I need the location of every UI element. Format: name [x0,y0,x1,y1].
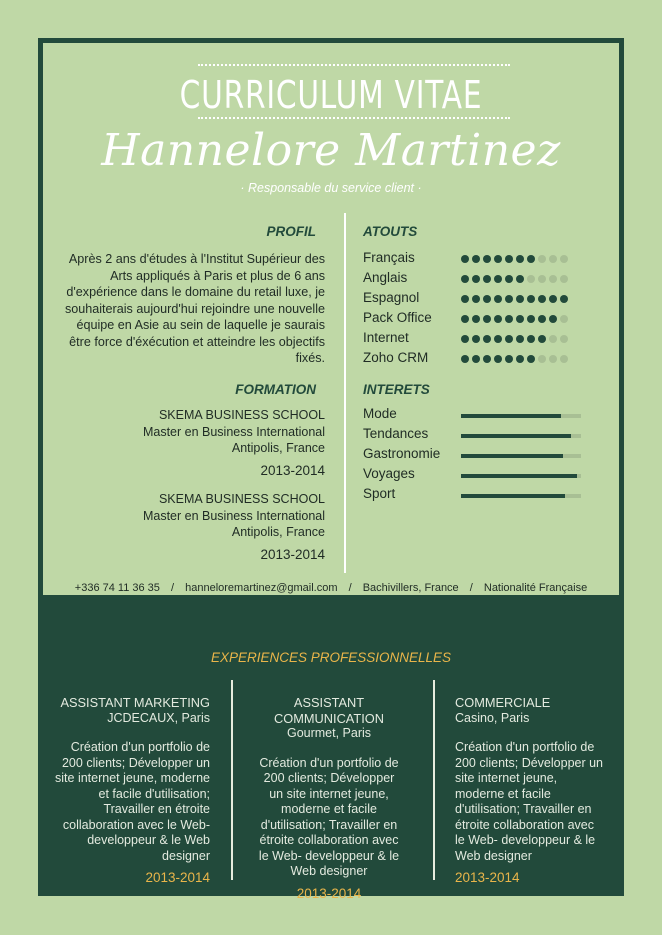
skill-label: Internet [363,330,409,345]
interest-row [363,424,583,444]
interest-row [363,464,583,484]
rating-dot-filled [461,255,469,263]
rating-dot-filled [527,255,535,263]
rating-dot-filled [516,355,524,363]
rating-dot-filled [483,295,491,303]
school-place: Antipolis, France [231,525,325,539]
profil-text: Après 2 ans d'études à l'Institut Supérieur des Arts appliqués à Paris et plus de 6 ans d'expérience dans le domaine du retail luxe, je souhaiterais aujourd'hui rejoindre une nouvelle équipe en Asie au sein de laquelle je saurais être force d'éxécution et atteindre les objectifs fixés. [64,252,325,365]
rating-dot-filled [483,315,491,323]
email: hanneloremartinez@gmail.com [185,582,338,594]
skill-rating [461,295,571,303]
experience-entry [455,695,605,886]
skill-rating [461,335,571,343]
experiences-heading: EXPERIENCES PROFESSIONNELLES [210,650,452,665]
rating-dot-filled [494,355,502,363]
rating-dot-filled [483,335,491,343]
rating-dot-empty [549,355,557,363]
rating-dot-empty [549,255,557,263]
person-name: Hannelore Martinez [101,125,561,176]
company: Casino, Paris [455,710,530,725]
rating-dot-empty [549,275,557,283]
job-description: Création d'un portfolio de 200 clients; Développer un site internet jeune, moderne et facile d'utilisation; Travailler en étroite collaboration avec le Web- developpeur & le Web designer [258,755,400,878]
rating-dot-filled [483,275,491,283]
rating-dot-filled [527,315,535,323]
rating-dot-filled [472,315,480,323]
rating-dot-filled [527,295,535,303]
interest-row [363,444,583,464]
interest-bar [461,494,581,498]
experience-entry [256,695,402,901]
nationality: Nationalité Française [483,582,588,594]
separator: / [348,582,352,594]
rating-dot-empty [538,275,546,283]
rating-dot-filled [505,335,513,343]
rating-dot-filled [494,255,502,263]
interest-bar-fill [461,454,563,458]
skill-rating [461,275,571,283]
rating-dot-filled [505,275,513,283]
skill-rating [461,255,571,263]
skill-row [363,288,583,308]
skill-rating [461,355,571,363]
rating-dot-empty [538,255,546,263]
job-years: 2013-2014 [455,870,520,885]
interest-bar [461,434,581,438]
rating-dot-filled [516,295,524,303]
rating-dot-filled [494,295,502,303]
rating-dot-filled [483,255,491,263]
skill-row [363,248,583,268]
rating-dot-filled [461,355,469,363]
job-description: Création d'un portfolio de 200 clients; Développer un site internet jeune, moderne et facile d'utilisation; Travailler en étroite collaboration avec le Web- developpeur & le Web designer [455,740,604,863]
rating-dot-filled [494,275,502,283]
job-title: COMMERCIALE [455,695,551,710]
rating-dot-filled [505,315,513,323]
experiences-section [38,595,624,901]
degree: Master en Business International [142,508,325,523]
experience-divider [231,680,233,880]
rating-dot-empty [560,255,568,263]
skill-label: Français [363,250,415,265]
rating-dot-filled [461,275,469,283]
interest-row [363,484,583,504]
title-dotted-rule-bottom [198,117,510,119]
formation-years: 2013-2014 [260,546,325,562]
title-dotted-rule-top [198,64,510,66]
cv-title: CURRICULUM VITAE [179,73,483,117]
skill-row [363,308,583,328]
experience-divider [433,680,435,880]
skill-rating [461,315,571,323]
job-years: 2013-2014 [145,870,210,885]
interest-label: Mode [363,406,397,421]
rating-dot-empty [560,335,568,343]
skill-row [363,328,583,348]
skill-row [363,348,583,368]
company: JCDECAUX, Paris [107,710,210,725]
rating-dot-filled [527,335,535,343]
interest-row [363,404,583,424]
formation-years: 2013-2014 [260,462,325,478]
column-divider [344,213,346,573]
profil-heading: PROFIL [266,224,316,239]
skill-label: Zoho CRM [363,350,429,365]
rating-dot-filled [538,335,546,343]
rating-dot-filled [494,335,502,343]
phone: +336 74 11 36 35 [74,582,160,594]
interest-bar [461,414,581,418]
formation-entry [73,491,325,565]
rating-dot-empty [527,275,535,283]
rating-dot-filled [527,355,535,363]
rating-dot-filled [505,295,513,303]
school-place: Antipolis, France [231,441,325,455]
job-subtitle: · Responsable du service client · [240,181,422,195]
job-years: 2013-2014 [296,885,362,901]
rating-dot-filled [461,335,469,343]
experience-entry [54,695,210,886]
job-title: ASSISTANT MARKETING [60,695,210,710]
formation-entry [73,407,325,481]
rating-dot-filled [560,295,568,303]
interets-heading: INTERETS [363,382,430,397]
school-name: SKEMA BUSINESS SCHOOL [158,408,325,422]
rating-dot-filled [472,355,480,363]
cv-page [38,38,624,901]
skill-label: Anglais [363,270,408,285]
interest-label: Gastronomie [363,446,441,461]
skill-row [363,268,583,288]
rating-dot-filled [516,255,524,263]
formation-heading: FORMATION [235,382,316,397]
separator: / [170,582,175,594]
rating-dot-filled [472,255,480,263]
rating-dot-filled [472,275,480,283]
job-description: Création d'un portfolio de 200 clients; Développer un site internet jeune, moderne et facile d'utilisation; Travailler en étroite collaboration avec le Web- developpeur & le Web designer [55,740,210,863]
cv-top-section [38,38,624,595]
school-name: SKEMA BUSINESS SCHOOL [158,492,325,506]
interest-bar-fill [461,494,565,498]
rating-dot-filled [538,295,546,303]
interest-label: Voyages [363,466,415,481]
rating-dot-filled [472,335,480,343]
atouts-heading: ATOUTS [363,224,418,239]
interest-label: Tendances [363,426,429,441]
rating-dot-filled [505,355,513,363]
rating-dot-filled [461,315,469,323]
interest-bar-fill [461,434,571,438]
rating-dot-filled [494,315,502,323]
rating-dot-empty [560,355,568,363]
rating-dot-filled [472,295,480,303]
rating-dot-filled [549,295,557,303]
rating-dot-filled [505,255,513,263]
rating-dot-filled [516,335,524,343]
city: Bachivillers, France [362,582,459,594]
separator: / [469,582,473,594]
contact-line [43,582,619,594]
interest-bar-fill [461,414,561,418]
interest-bar-fill [461,474,577,478]
rating-dot-empty [538,355,546,363]
company: Gourmet, Paris [286,726,372,740]
skill-label: Pack Office [363,310,432,325]
rating-dot-filled [516,315,524,323]
rating-dot-empty [560,315,568,323]
interest-bar [461,474,581,478]
skill-label: Espagnol [363,290,420,305]
job-title: ASSISTANT COMMUNICATION [274,695,384,726]
rating-dot-filled [483,355,491,363]
degree: Master en Business International [142,424,325,439]
rating-dot-empty [560,275,568,283]
interest-label: Sport [363,486,396,501]
rating-dot-filled [516,275,524,283]
rating-dot-filled [461,295,469,303]
interest-bar [461,454,581,458]
rating-dot-empty [549,335,557,343]
rating-dot-filled [549,315,557,323]
rating-dot-filled [538,315,546,323]
